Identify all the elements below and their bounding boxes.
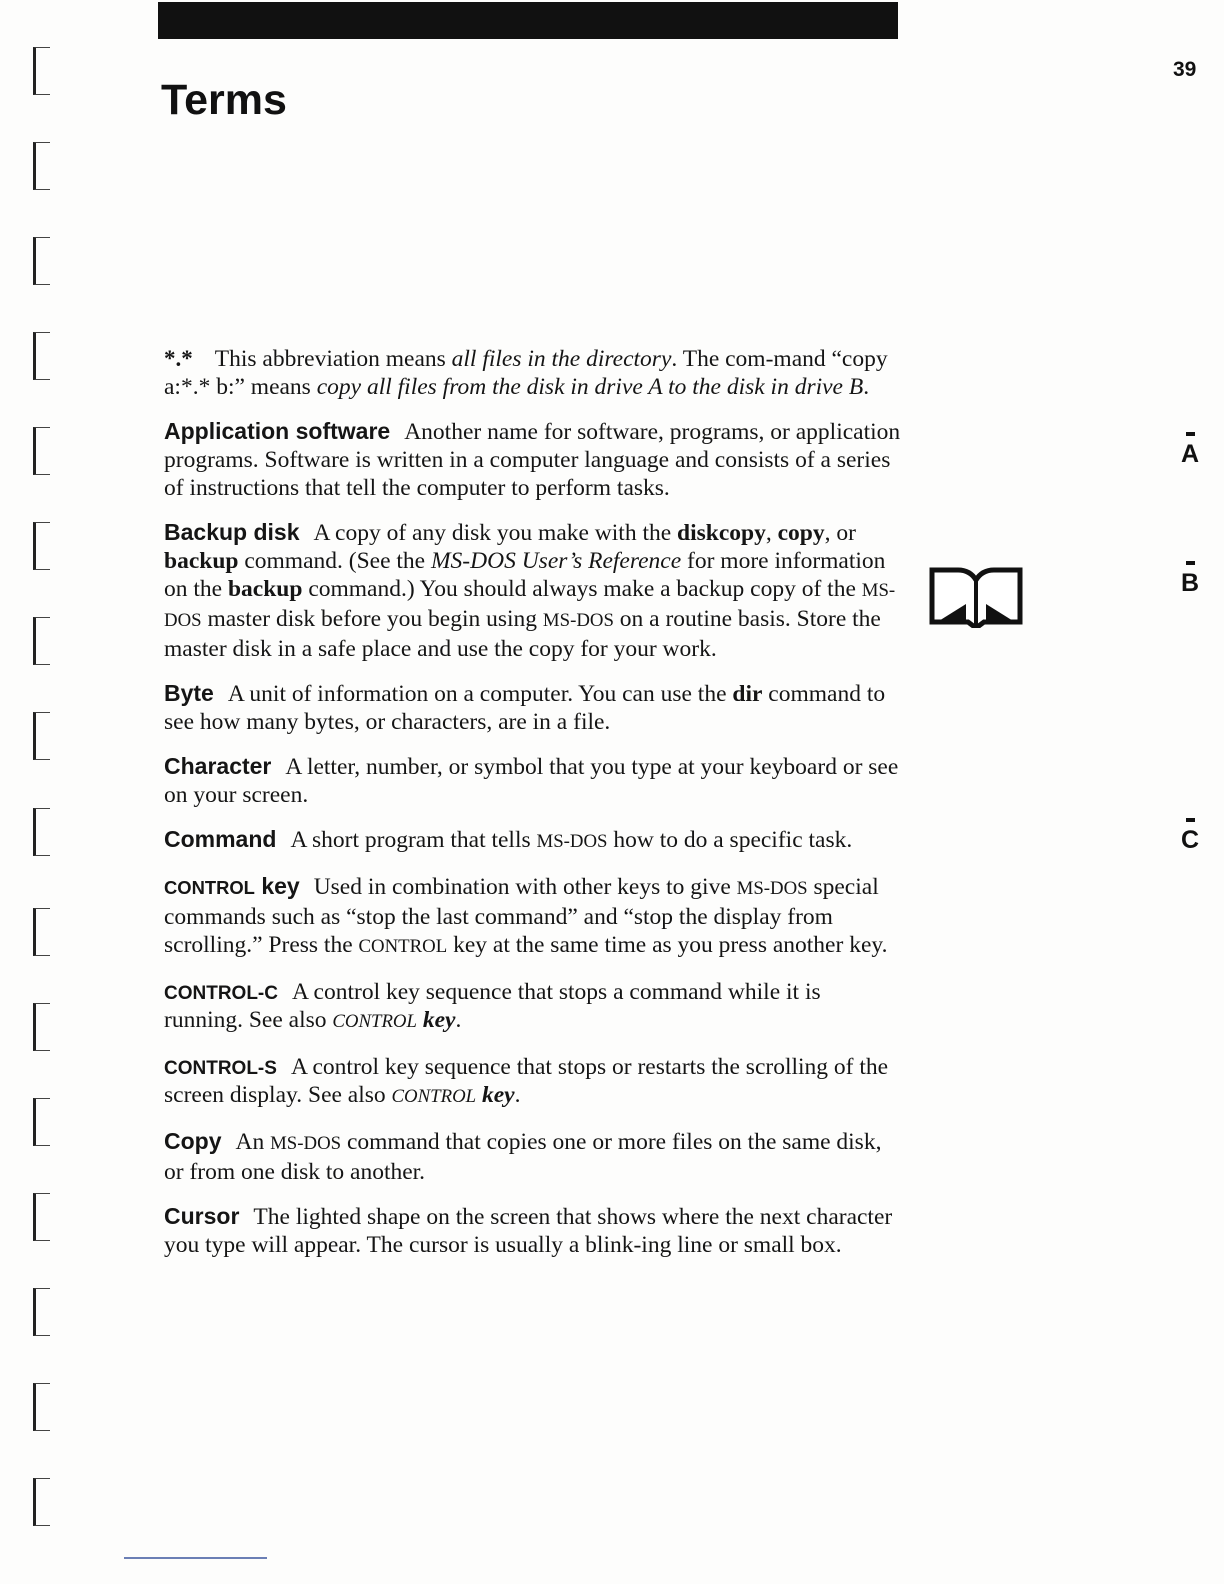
- term: *.*: [164, 346, 193, 371]
- page-number: 39: [1173, 58, 1197, 81]
- margin-bracket: [33, 332, 50, 380]
- margin-bracket: [33, 237, 50, 285]
- glossary: [164, 345, 904, 1276]
- tab-c: C: [1181, 818, 1199, 855]
- page-title: Terms: [161, 76, 287, 124]
- entry-copy: Copy An MS-DOS command that copies one or more files on the same disk, or from one disk to another.: [164, 1128, 882, 1185]
- term: Command: [164, 826, 277, 852]
- margin-bracket: [33, 617, 50, 665]
- margin-bracket: [33, 427, 50, 475]
- margin-bracket: [33, 1193, 50, 1241]
- book-icon: [928, 564, 1024, 628]
- margin-bracket: [33, 47, 50, 95]
- margin-bracket: [33, 522, 50, 570]
- term: Character: [164, 753, 272, 779]
- entry-cursor: Cursor The lighted shape on the screen that shows where the next character you type will appear. The cursor is usually a blink-ing line or small box.: [164, 1203, 893, 1258]
- margin-bracket: [33, 1288, 50, 1336]
- entry-backup-disk: Backup disk A copy of any disk you make with the diskcopy, copy, or backup command. (See the MS-DOS User’s Reference for more information on the backup command.) You should always make a backup copy of the MS-DOS master disk before you begin using MS-DOS on a routine basis. Store the master disk in a safe place and use the copy for your work.: [164, 519, 896, 662]
- term: Backup disk: [164, 519, 300, 545]
- margin-bracket: [33, 1478, 50, 1526]
- footer-rule: [124, 1557, 267, 1559]
- term: CONTROL-S: [164, 1058, 277, 1079]
- margin-bracket: [33, 712, 50, 760]
- entry-control-key: CONTROL key Used in combination with other keys to give MS-DOS special commands such as “stop the last command” and “stop the display from scrolling.” Press the CONTROL key at the same time as you press another key.: [164, 873, 888, 958]
- entry-command: Command A short program that tells MS-DOS how to do a specific task.: [164, 826, 853, 853]
- margin-bracket: [33, 142, 50, 190]
- margin-bracket: [33, 1003, 50, 1051]
- term: CONTROL key: [164, 873, 300, 899]
- margin-bracket: [33, 1098, 50, 1146]
- tab-b: B: [1181, 561, 1199, 598]
- margin-bracket: [33, 1383, 50, 1431]
- entry-control-s: CONTROL-S A control key sequence that stops or restarts the scrolling of the screen display. See also CONTROL key.: [164, 1054, 889, 1108]
- term: Copy: [164, 1128, 222, 1154]
- entry-byte: Byte A unit of information on a computer. You can use the dir command to see how many bytes, or characters, are in a file.: [164, 680, 886, 735]
- header-bar: [158, 2, 898, 39]
- margin-bracket: [33, 908, 50, 956]
- entry-star: *.* This abbreviation means all files in the directory. The com-mand “copy a:*.* b:” means copy all files from the disk in drive A to the disk in drive B.: [164, 346, 888, 400]
- term: CONTROL-C: [164, 983, 278, 1004]
- tab-a: A: [1181, 432, 1199, 469]
- entry-application-software: Application software Another name for software, programs, or application programs. Software is written in a computer language and consists of a series of instructions that tell the computer to perform tasks.: [164, 418, 901, 501]
- entry-control-c: CONTROL-C A control key sequence that stops a command while it is running. See also CONTROL key.: [164, 979, 821, 1033]
- margin-bracket: [33, 808, 50, 856]
- term: Cursor: [164, 1203, 240, 1229]
- entry-character: Character A letter, number, or symbol that you type at your keyboard or see on your screen.: [164, 753, 899, 808]
- term: Application software: [164, 418, 391, 444]
- term: Byte: [164, 680, 214, 706]
